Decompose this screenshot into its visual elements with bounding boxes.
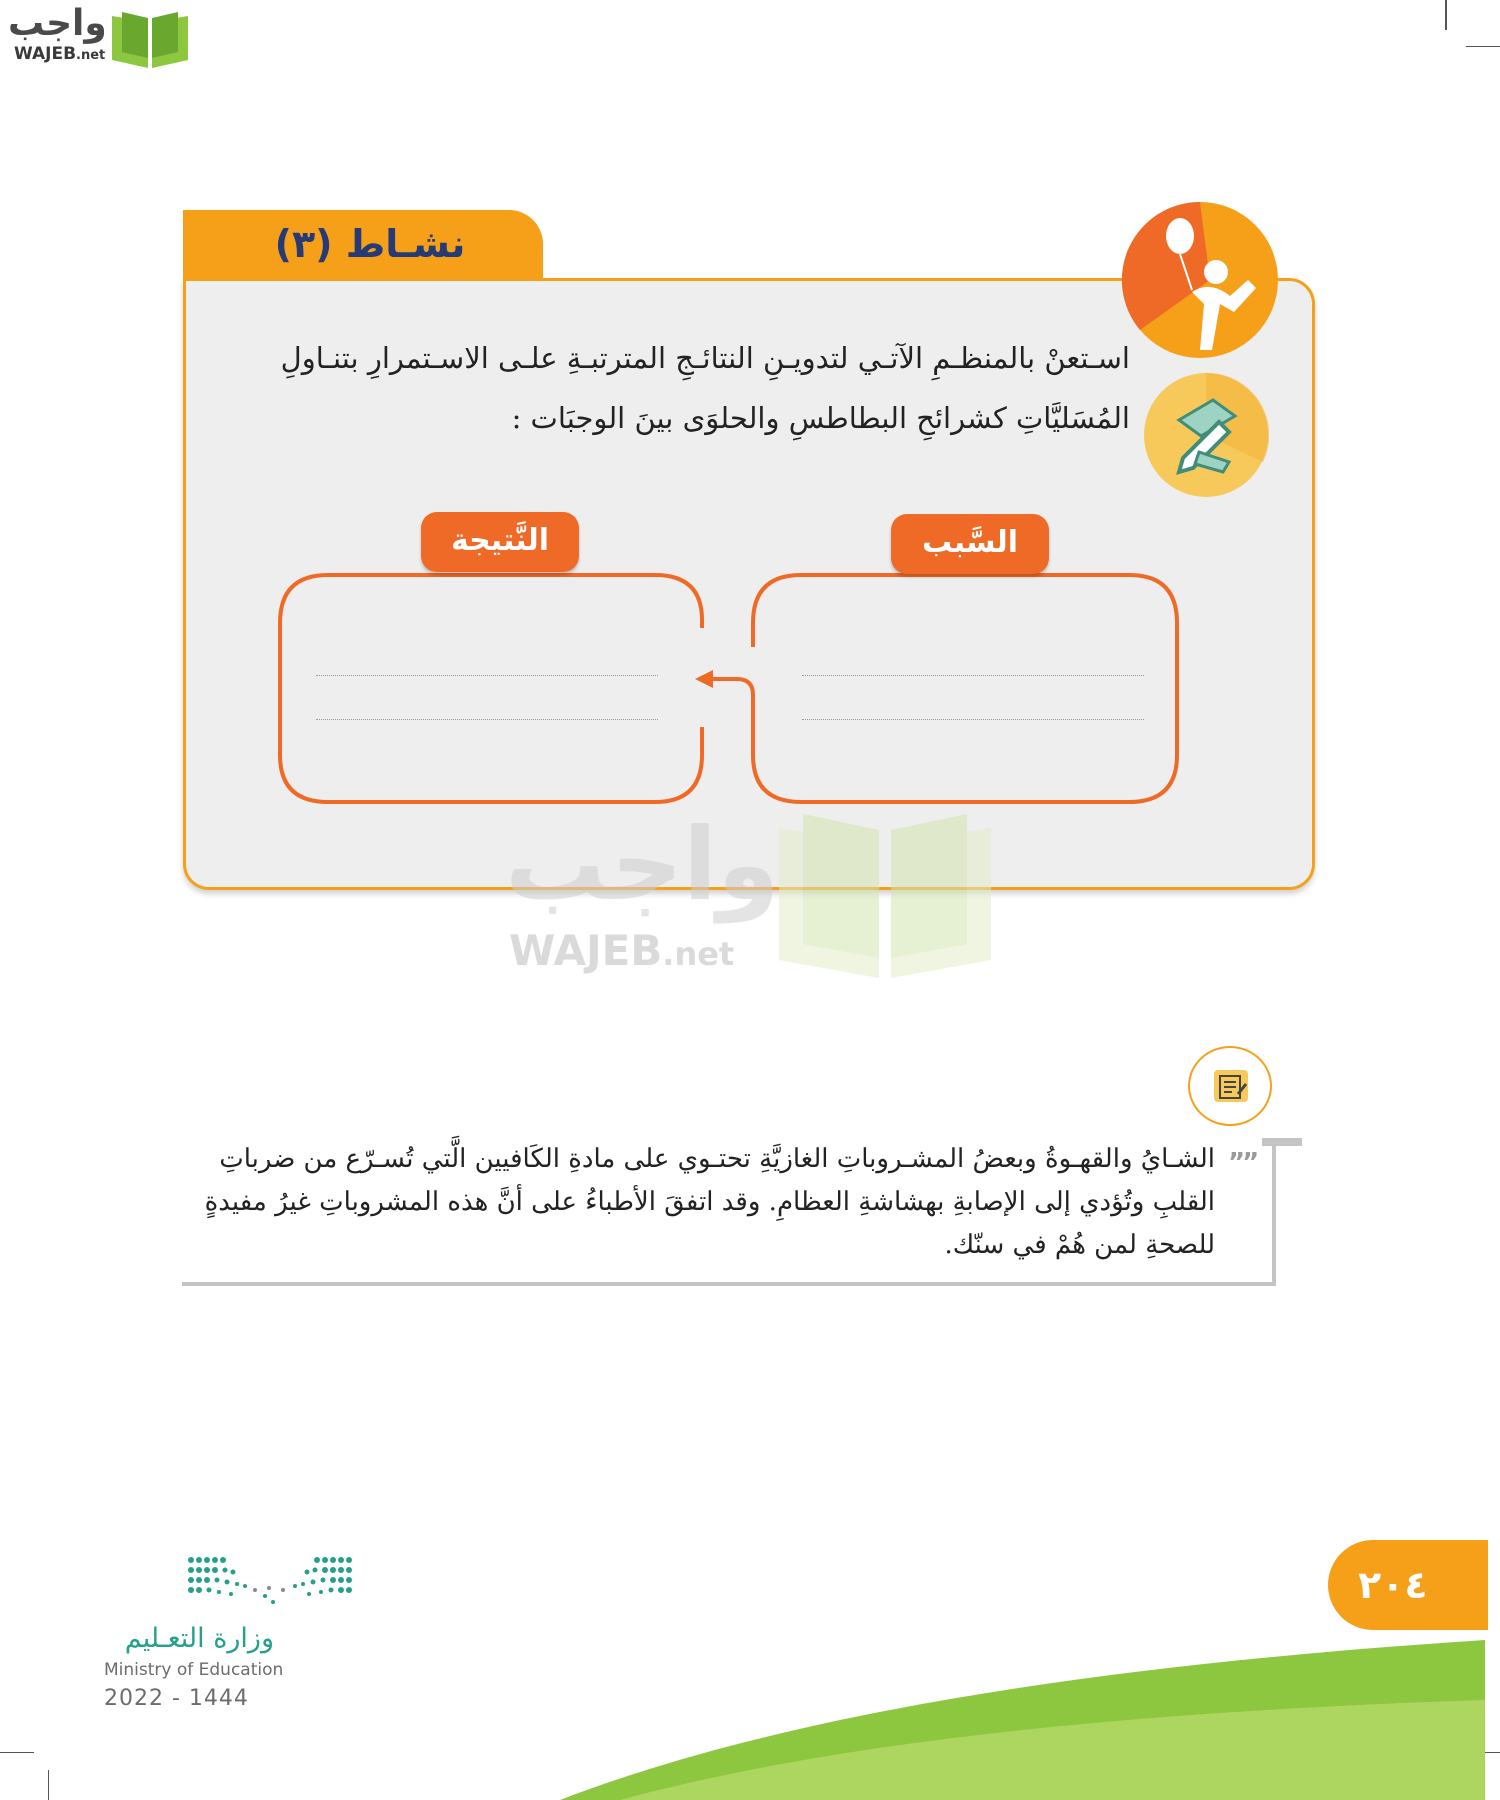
info-text xyxy=(200,1138,1215,1267)
cause-answer-line[interactable] xyxy=(802,719,1144,720)
quote-marks-icon: ”” xyxy=(1228,1148,1257,1178)
watermark-arabic: واجب xyxy=(505,806,780,923)
cause-answer-line[interactable] xyxy=(802,675,1144,676)
result-answer-line[interactable] xyxy=(316,675,658,676)
ministry-name-english: Ministry of Education xyxy=(104,1660,284,1680)
activity-person-icon xyxy=(1120,200,1280,360)
question-line: المُسَليَّاتِ كشرائحِ البطاطسِ والحلوَى بينَ الوجبَات : xyxy=(511,401,1130,435)
crop-mark xyxy=(48,1770,49,1800)
crop-mark xyxy=(1452,1770,1453,1800)
info-note-icon xyxy=(1188,1046,1272,1126)
ministry-name-arabic: وزارة التعـليم xyxy=(124,1623,274,1654)
book-logo-icon xyxy=(108,8,192,68)
result-label: النَّتيجة xyxy=(421,512,579,572)
logo-latin: WAJEB.net xyxy=(14,44,106,64)
wajeb-logo[interactable] xyxy=(8,4,192,68)
ministry-dots-logo xyxy=(185,1552,355,1612)
info-line: للصحةِ لمن هُمْ في سنّك. xyxy=(944,1230,1215,1260)
watermark-book-icon xyxy=(775,808,995,978)
crop-mark xyxy=(0,1752,34,1753)
cause-label: السَّبب xyxy=(891,514,1049,574)
activity-question xyxy=(205,328,1130,448)
result-answer-line[interactable] xyxy=(316,719,658,720)
activity-title: نشـاط (٣) xyxy=(274,222,466,266)
info-line: القلبِ وتُؤدي إلى الإصابةِ بهشاشةِ العظامِ. وقد اتفقَ الأطباءُ على أنَّ هذه المشروباتِ غيرُ مفيدةٍ xyxy=(204,1187,1215,1217)
crop-mark xyxy=(1466,46,1500,47)
write-pencil-icon xyxy=(1143,372,1269,498)
crop-mark xyxy=(1466,1752,1500,1753)
page-number: ٢٠٤ xyxy=(1328,1540,1488,1630)
logo-arabic: واجب xyxy=(8,3,107,44)
info-box-corner xyxy=(1262,1138,1302,1146)
crop-mark xyxy=(1445,0,1447,30)
cause-effect-organizer xyxy=(270,565,1190,815)
question-line: اسـتعنْ بالمنظـمِ الآتـي لتدويـنِ النتائـجِ المترتبـةِ علـى الاسـتمرارِ بتنـاولِ xyxy=(280,341,1130,375)
ministry-year: 2022 - 1444 xyxy=(104,1686,249,1711)
watermark-latin: WAJEB.net xyxy=(509,926,735,975)
info-line: الشـايُ والقهـوةُ وبعضُ المشـروباتِ الغازيَّةِ تحتـوي على مادةِ الكَافيين الَّتي تُسـرّع من ضرباتِ xyxy=(219,1144,1215,1174)
wajeb-watermark xyxy=(505,806,1005,990)
